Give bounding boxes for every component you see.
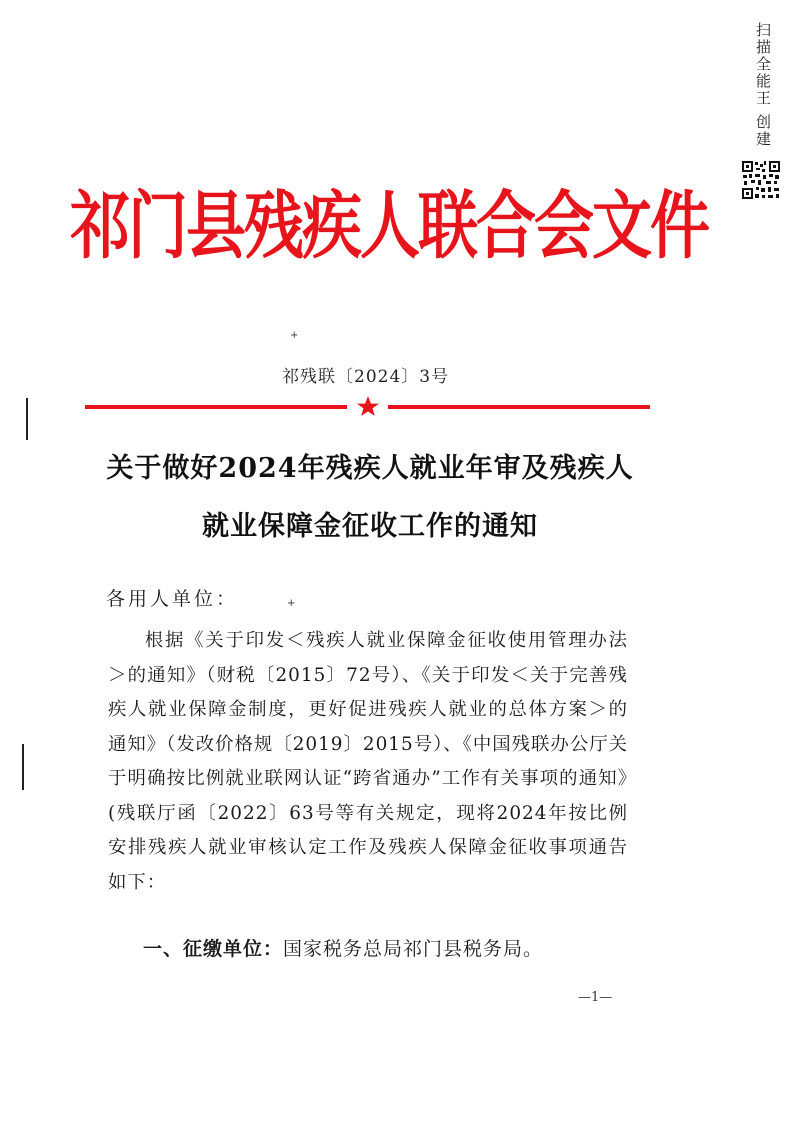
qr-code-icon — [741, 160, 781, 200]
left-margin-mark — [26, 398, 28, 440]
scan-tick-mark: + — [290, 330, 299, 341]
notice-title-line2: 就业保障金征收工作的通知 — [202, 511, 538, 542]
scan-dot-mark: + — [287, 598, 296, 609]
divider-right-line — [388, 405, 650, 409]
notice-title-line1: 关于做好2024年残疾人就业年审及残疾人 — [106, 453, 634, 484]
masthead-title: 祁门县残疾人联合会文件 — [70, 184, 708, 270]
section-one-text: 国家税务总局祁门县税务局。 — [283, 938, 544, 960]
page-number: —1— — [578, 990, 613, 1005]
section-one-heading: 一、征缴单位： — [143, 938, 284, 960]
star-icon — [357, 396, 379, 416]
salutation: 各用人单位： — [106, 588, 239, 610]
section-one — [143, 934, 543, 961]
left-margin-mark — [22, 744, 24, 790]
red-divider-with-star — [85, 396, 650, 418]
divider-left-line — [85, 405, 347, 409]
document-number: 祁残联〔2024〕3号 — [282, 367, 450, 387]
scanner-watermark: 扫描全能王 创建 — [754, 22, 772, 148]
body-paragraph: 根据《关于印发＜残疾人就业保障金征收使用管理办法＞的通知》（财税〔2015〕72号）、《关于印发＜关于完善残疾人就业保障金制度，更好促进残疾人就业的总体方案＞的通知》（发改价格规〔2019〕2015号）、《中国残联办公厅关于明确按比例就业联网认证“跨省通办”工作有关事项的通知》(残联厅函〔2022〕63号等有关规定，现将2024年按比例安排残疾人就业审核认定工作及残疾人保障金征收事项通告如下： — [108, 630, 628, 893]
